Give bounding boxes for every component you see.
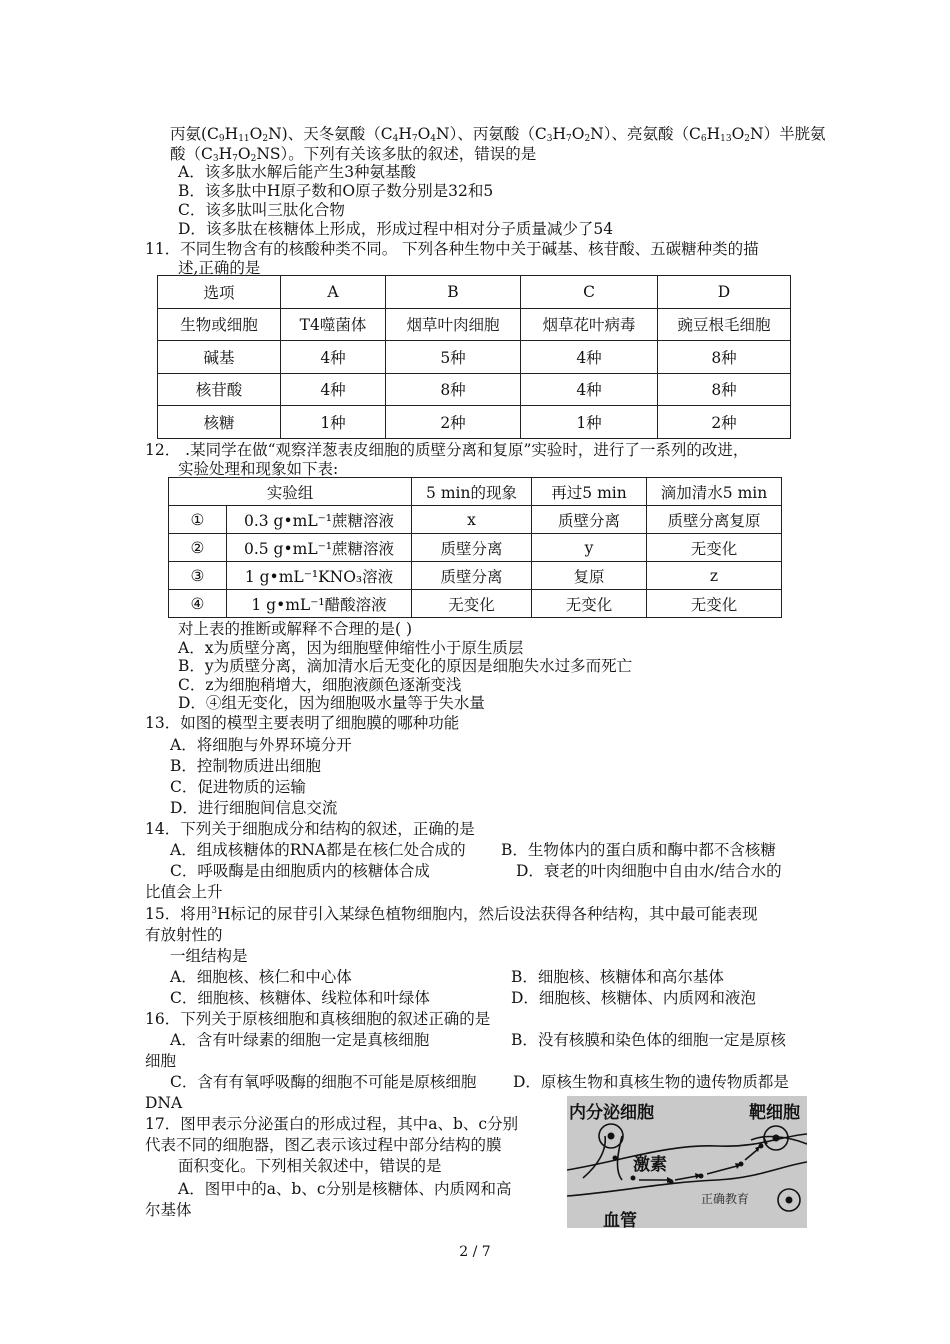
table-cell: ② (169, 534, 227, 562)
table-row (169, 506, 782, 534)
table-cell: 豌豆根毛细胞 (658, 308, 791, 341)
q15-option-d: D．细胞核、核糖体、内质网和液泡 (511, 989, 756, 1007)
vessel-wall-lower (567, 1162, 807, 1196)
table-row (158, 406, 791, 439)
table-cell: 1 g•mL⁻¹KNO₃溶液 (227, 562, 412, 590)
table-cell: 核苷酸 (158, 373, 281, 406)
q15-stem-line3: 一组结构是 (170, 947, 248, 965)
q14-option-c: C．呼吸酶是由细胞质内的核糖体合成 (170, 862, 430, 880)
q13-stem: 13．如图的模型主要表明了细胞膜的哪种功能 (145, 714, 460, 732)
table-cell: 滴加清水5 min (647, 478, 782, 506)
table-cell: 实验组 (169, 478, 412, 506)
table-cell: 无变化 (647, 590, 782, 618)
q16-option-d-cont: DNA (145, 1094, 183, 1112)
table-cell: 质壁分离 (412, 534, 532, 562)
table-cell: 质壁分离 (412, 562, 532, 590)
q14-option-d-cont: 比值会上升 (145, 883, 223, 901)
table-cell: 2种 (386, 406, 521, 439)
table-cell: A (281, 276, 386, 309)
q15-option-b: B．细胞核、核糖体和高尔基体 (511, 968, 724, 986)
q16-stem: 16．下列关于原核细胞和真核细胞的叙述正确的是 (145, 1010, 491, 1028)
q17-stem-line2: 代表不同的细胞器，图乙表示该过程中部分结构的膜 (145, 1136, 502, 1154)
cell-membrane-left (583, 1136, 605, 1178)
q12-option-a: A．x为质壁分离，因为细胞壁伸缩性小于原生质层 (178, 639, 524, 657)
table-cell: T4噬菌体 (281, 308, 386, 341)
q16-option-c: C．含有有氧呼吸酶的细胞不可能是原核细胞 (170, 1073, 477, 1091)
page-number: 2 / 7 (459, 1244, 491, 1260)
q17-stem-line1: 17．图甲表示分泌蛋白的形成过程，其中a、b、c分别 (145, 1115, 519, 1133)
q10-line1: 丙氨$(C_9H_{11}O_2N)$、天冬氨酸$(C_4H_7O_4N)$、丙氨酸$(C_3H_7O_2N)$、亮氨酸$(C_6H_{13}O_2N)$半胱氨 (170, 125, 826, 144)
table-cell: 1 g•mL⁻¹醋酸溶液 (227, 590, 412, 618)
table-cell: 质壁分离 (532, 506, 647, 534)
table-cell: 烟草花叶病毒 (521, 308, 658, 341)
q13-option-c: C．促进物质的运输 (170, 778, 306, 796)
q15-stem-line1: 15．将用$^3$H标记的尿苷引入某绿色植物细胞内，然后设法获得各种结构，其中最可能表现 (145, 905, 758, 923)
q15-option-c: C．细胞核、核糖体、线粒体和叶绿体 (170, 989, 430, 1007)
table-cell: 4种 (281, 373, 386, 406)
q12-option-c: C．z为细胞稍增大，细胞液颜色逐渐变浅 (178, 676, 462, 694)
label-hormone: 激素 (633, 1155, 667, 1175)
table-cell: 生物或细胞 (158, 308, 281, 341)
q17-option-a: A．图甲中的a、b、c分别是核糖体、内质网和高 (178, 1180, 512, 1198)
table-cell: x (412, 506, 532, 534)
q10-option-b: B．该多肽中H原子数和O原子数分别是32和5 (178, 182, 494, 200)
flow-arrow-3 (707, 1166, 737, 1174)
table-cell: 1种 (281, 406, 386, 439)
q15-stem-line2: 有放射性的 (145, 926, 223, 944)
label-blood-vessel: 血管 (603, 1211, 637, 1228)
table-cell: 0.5 g•mL⁻¹蔗糖溶液 (227, 534, 412, 562)
table-cell: y (532, 534, 647, 562)
table-cell: B (386, 276, 521, 309)
q15-option-a: A．细胞核、核仁和中心体 (170, 968, 352, 986)
table-cell: 1种 (521, 406, 658, 439)
table-cell: 无变化 (647, 534, 782, 562)
q12-option-d: D．④组无变化，因为细胞吸水量等于失水量 (178, 694, 485, 712)
table-row (158, 373, 791, 406)
label-secretory-cell: 内分泌细胞 (569, 1103, 654, 1123)
table-cell: C (521, 276, 658, 309)
table-cell: 4种 (521, 341, 658, 374)
table-row (169, 562, 782, 590)
q13-option-a: A．将细胞与外界环境分开 (170, 736, 352, 754)
table-cell: 4种 (281, 341, 386, 374)
q11-stem-line1: 11．不同生物含有的核酸种类不同。 下列各种生物中关于碱基、核苷酸、五碳糖种类的描 (145, 240, 759, 258)
q14-option-a: A．组成核糖体的RNA都是在核仁处合成的 (170, 841, 466, 859)
q12-table (168, 477, 782, 618)
q17-option-a-cont: 尔基体 (145, 1201, 192, 1219)
q10-line2: 酸$(C_3H_7O_2NS)$。下列有关该多肽的叙述，错误的是 (170, 145, 537, 164)
table-cell: 碱基 (158, 341, 281, 374)
q13-option-b: B．控制物质进出细胞 (170, 757, 321, 775)
table-cell: 4种 (521, 373, 658, 406)
table-cell: ① (169, 506, 227, 534)
table-cell: 无变化 (412, 590, 532, 618)
table-cell: 再过5 min (532, 478, 647, 506)
q16-option-b-cont: 细胞 (145, 1052, 177, 1070)
label-target-cell: 靶细胞 (749, 1103, 800, 1123)
q12-stem-line2: 实验处理和现象如下表: (178, 460, 339, 478)
q10-option-d: D．该多肽在核糖体上形成，形成过程中相对分子质量减少了54 (178, 220, 614, 238)
q14-option-d: D．衰老的叶肉细胞中自由水/结合水的 (516, 862, 782, 880)
table-row (169, 534, 782, 562)
hormone-signaling-figure (567, 1096, 807, 1228)
flow-arrow-2 (675, 1176, 697, 1180)
q14-option-b: B．生物体内的蛋白质和酶中都不含核糖 (501, 841, 776, 859)
q16-option-d: D．原核生物和真核生物的遗传物质都是 (513, 1073, 789, 1091)
q12-question: 对上表的推断或解释不合理的是( ) (178, 620, 413, 638)
table-cell: 2种 (658, 406, 791, 439)
table-cell: 8种 (658, 341, 791, 374)
table-cell: 质壁分离复原 (647, 506, 782, 534)
table-cell: 烟草叶肉细胞 (386, 308, 521, 341)
table-row (158, 308, 791, 341)
table-cell: 核糖 (158, 406, 281, 439)
table-cell: 8种 (658, 373, 791, 406)
table-row (158, 341, 791, 374)
table-cell: 无变化 (532, 590, 647, 618)
table-row (158, 276, 791, 309)
table-row (169, 478, 782, 506)
table-row (169, 590, 782, 618)
table-cell: z (647, 562, 782, 590)
table-cell: 0.3 g•mL⁻¹蔗糖溶液 (227, 506, 412, 534)
q13-option-d: D．进行细胞间信息交流 (170, 799, 338, 817)
watermark-text: 正确教育 (701, 1192, 750, 1206)
q10-option-c: C．该多肽叫三肽化合物 (178, 201, 345, 219)
q14-stem: 14．下列关于细胞成分和结构的叙述，正确的是 (145, 820, 475, 838)
table-cell: 复原 (532, 562, 647, 590)
table-cell: ④ (169, 590, 227, 618)
q16-option-a: A．含有叶绿素的细胞一定是真核细胞 (170, 1031, 430, 1049)
q12-stem-line1: 12． .某同学在做“观察洋葱表皮细胞的质壁分离和复原”实验时，进行了一系列的改进， (145, 441, 749, 459)
table-cell: ③ (169, 562, 227, 590)
q17-stem-line3: 面积变化。下列相关叙述中，错误的是 (178, 1157, 442, 1175)
q11-table (157, 275, 791, 439)
table-cell: 选项 (158, 276, 281, 309)
table-cell: 5种 (386, 341, 521, 374)
q11-stem-line2: 述,正确的是 (178, 259, 261, 277)
table-cell: D (658, 276, 791, 309)
table-cell: 8种 (386, 373, 521, 406)
q12-option-b: B．y为质壁分离，滴加清水后无变化的原因是细胞失水过多而死亡 (178, 657, 633, 675)
flow-arrow-4 (745, 1150, 757, 1160)
table-cell: 5 min的现象 (412, 478, 532, 506)
q10-option-a: A．该多肽水解后能产生3种氨基酸 (178, 163, 417, 181)
q16-option-b: B．没有核膜和染色体的细胞一定是原核 (511, 1031, 786, 1049)
